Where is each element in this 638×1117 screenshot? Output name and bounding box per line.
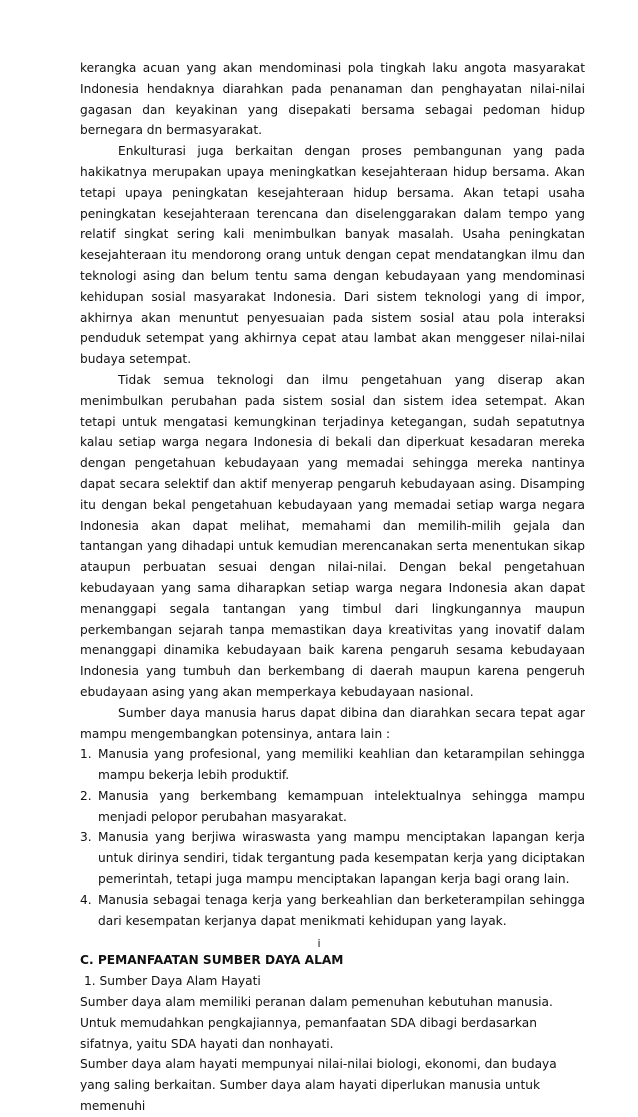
paragraph-4: Sumber daya manusia harus dapat dibina dan diarahkan secara tepat agar mampu mengembangkan potensinya, antara lain :: [80, 705, 585, 741]
list-text: Manusia yang berjiwa wiraswasta yang mampu menciptakan lapangan kerja untuk dirinya sendiri, tidak tergantung pada kesempatan kerja yang diciptakan pemerintah, tetapi juga mampu menciptakan lapangan kerja bagi orang lain.: [98, 830, 585, 887]
subsection-heading: 1. Sumber Daya Alam Hayati: [84, 974, 261, 989]
list-number: 3.: [80, 830, 92, 845]
list-text: Manusia sebagai tenaga kerja yang berkeahlian dan berketerampilan sehingga dari kesempatan kerjanya dapat menikmati kehidupan yang layak.: [98, 892, 585, 928]
list-item: [80, 786, 585, 828]
list-item: [80, 744, 585, 786]
list-number: 2.: [80, 788, 92, 803]
paragraph-2: Enkulturasi juga berkaitan dengan proses pembangunan yang pada hakikatnya merupakan upaya meningkatkan kesejahteraan hidup bersama. Akan tetapi upaya peningkatan kesejahteraan hidup bersama. Akan tetapi usaha peningkatan kesejahteraan terencana dan diselenggarakan dalam tempo yang relatif singkat sering kali menimbulkan banyak masalah. Usaha peningkatan kesejahteraan itu mendorong orang untuk dengan cepat mendatangkan ilmu dan teknologi asing dan belum tentu sama dengan kebudayaan yang mendominasi kehidupan sosial masyarakat Indonesia. Dari sistem teknologi yang di impor, akhirnya akan menuntut penyesuaian pada sistem sosial atau pola interaksi penduduk setempat yang akhirnya cepat atau lambat akan menggeser nilai-nilai budaya setempat.: [80, 144, 585, 367]
section-heading: C. PEMANFAATAN SUMBER DAYA ALAM: [80, 953, 344, 968]
section-paragraph-2: Sumber daya alam hayati mempunyai nilai-nilai biologi, ekonomi, dan budaya yang saling berkaitan. Sumber daya alam hayati diperlukan manusia untuk memenuhi: [80, 1057, 557, 1114]
page-number: i: [317, 937, 321, 950]
list-number: 4.: [80, 892, 92, 907]
paragraph-3: Tidak semua teknologi dan ilmu pengetahuan yang diserap akan menimbulkan perubahan pada sistem sosial dan sistem idea setempat. Akan tetapi untuk mengatasi kemungkinan terjadinya ketegangan, sudah sepatutnya kalau setiap warga negara Indonesia di bekali dan diperkuat kesadaran mereka dengan pengetahuan kebudayaan yang memadai sehingga mereka nantinya dapat secara selektif dan aktif menyerap pengaruh kebudayaan asing. Disamping itu dengan bekal pengetahuan kebudayaan yang memadai setiap warga negara Indonesia akan dapat melihat, memahami dan memilih-milih gejala dan tantangan yang dihadapi untuk kemudian merencanakan serta menentukan sikap ataupun perbuatan sesuai dengan nilai-nilai. Dengan bekal pengetahuan kebudayaan yang sama diharapkan setiap warga negara Indonesia akan dapat menanggapi segala tantangan yang timbul dari lingkungannya maupun perkembangan sejarah tanpa memastikan daya kreativitas yang inovatif dalam menanggapi dinamika kebudayaan baik karena pengaruh sesama kebudayaan Indonesia yang tumbuh dan berkembang di daerah maupun karena pengeruh ebudayaan asing yang akan memperkaya kebudayaan nasional.: [80, 372, 585, 699]
list-text: Manusia yang profesional, yang memiliki keahlian dan ketarampilan sehingga mampu bekerja lebih produktif.: [98, 747, 585, 783]
list-item: [80, 827, 585, 889]
list-text: Manusia yang berkembang kemampuan intelektualnya sehingga mampu menjadi pelopor perubahan masyarakat.: [98, 788, 585, 824]
paragraph-1: kerangka acuan yang akan mendominasi pola tingkah laku angota masyarakat Indonesia hendaknya diarahkan pada penanaman dan penghayatan nilai-nilai gagasan dan keyakinan yang disepakati bersama sebagai pedoman hidup bernegara dn bermasyarakat.: [80, 61, 585, 138]
body-text: [80, 58, 585, 1117]
list-item: [80, 890, 585, 932]
potential-list: [80, 744, 585, 931]
list-number: 1.: [80, 747, 92, 762]
section-paragraph-1: Sumber daya alam memiliki peranan dalam pemenuhan kebutuhan manusia. Untuk memudahkan pengkajiannya, pemanfaatan SDA dibagi berdasarkan sifatnya, yaitu SDA hayati dan nonhayati.: [80, 995, 553, 1051]
